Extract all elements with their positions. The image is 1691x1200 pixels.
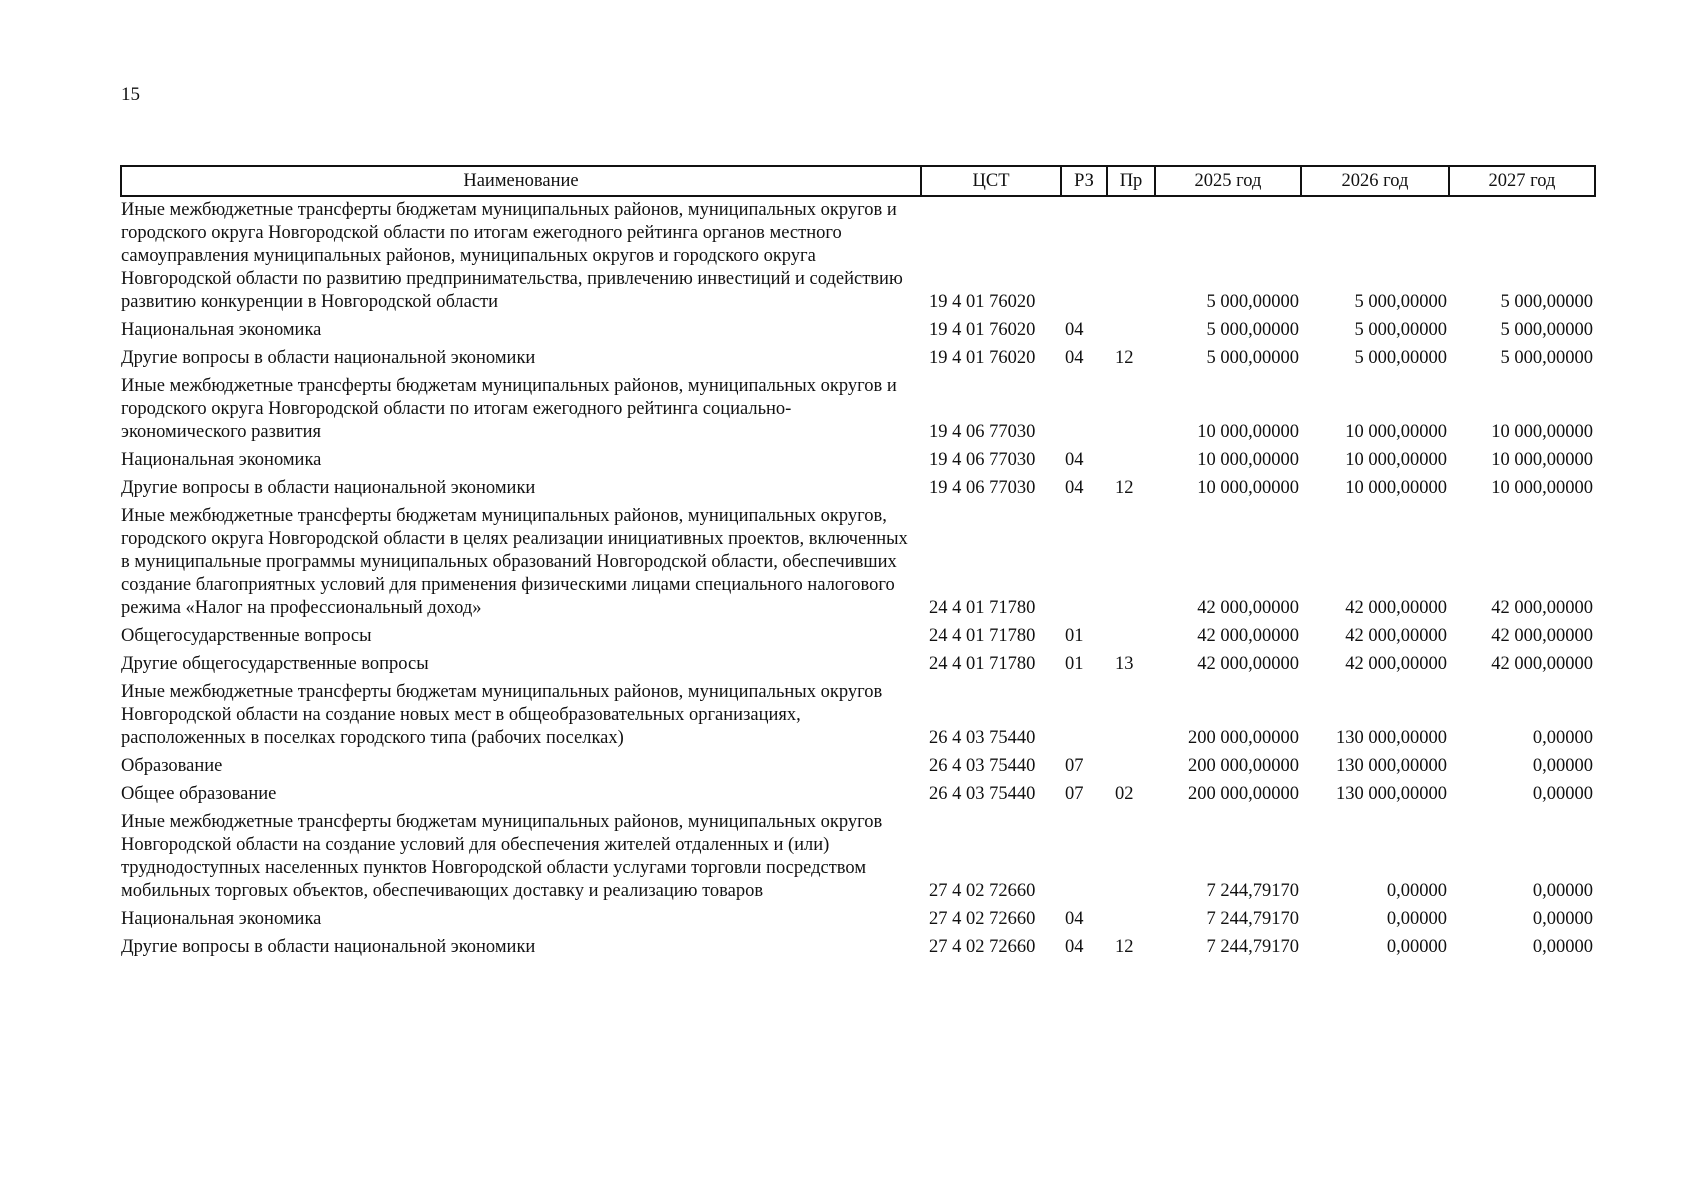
row-value-2027: 5 000,00000 (1500, 292, 1593, 312)
row-value-2026: 130 000,00000 (1336, 728, 1447, 748)
row-value-2026: 130 000,00000 (1336, 784, 1447, 804)
row-value-2026: 42 000,00000 (1345, 626, 1447, 646)
row-value-2027: 0,00000 (1532, 909, 1593, 929)
row-rz: 04 (1065, 320, 1084, 340)
row-pr (1107, 679, 1155, 753)
row-value-2026: 5 000,00000 (1354, 292, 1447, 312)
row-value-2026: 42 000,00000 (1345, 654, 1447, 674)
row-value-2027: 0,00000 (1532, 881, 1593, 901)
budget-table (120, 165, 1596, 962)
table-row (121, 906, 1595, 934)
row-value-2026: 5 000,00000 (1354, 320, 1447, 340)
row-rz (1061, 196, 1107, 317)
header-pr: Пр (1107, 166, 1155, 196)
row-name: Иные межбюджетные трансферты бюджетам муниципальных районов, муниципальных округов Новгородской области на создание новых мест в общеобразовательных организациях, расположенных в поселках городского типа (рабочих поселках) (121, 682, 883, 748)
row-value-2026: 42 000,00000 (1345, 598, 1447, 618)
row-value-2025: 7 244,79170 (1206, 909, 1299, 929)
row-name: Общее образование (121, 784, 277, 804)
row-value-2025: 10 000,00000 (1197, 478, 1299, 498)
row-pr: 12 (1115, 937, 1134, 957)
row-cst: 24 4 01 71780 (929, 598, 1036, 618)
row-name: Другие общегосударственные вопросы (121, 654, 429, 674)
table-row (121, 196, 1595, 317)
table-row (121, 753, 1595, 781)
row-pr (1107, 503, 1155, 623)
table-row (121, 651, 1595, 679)
row-value-2027: 42 000,00000 (1491, 598, 1593, 618)
header-cst: ЦСТ (921, 166, 1061, 196)
header-year-2026: 2026 год (1301, 166, 1449, 196)
table-row (121, 623, 1595, 651)
row-value-2027: 42 000,00000 (1491, 654, 1593, 674)
row-value-2027: 5 000,00000 (1500, 348, 1593, 368)
row-cst: 19 4 06 77030 (929, 478, 1036, 498)
row-pr (1107, 809, 1155, 906)
row-value-2027: 5 000,00000 (1500, 320, 1593, 340)
row-value-2025: 200 000,00000 (1188, 756, 1299, 776)
row-cst: 19 4 01 76020 (929, 320, 1036, 340)
row-rz: 04 (1065, 909, 1084, 929)
row-value-2027: 0,00000 (1532, 784, 1593, 804)
row-rz (1061, 373, 1107, 447)
row-cst: 26 4 03 75440 (929, 756, 1036, 776)
row-value-2025: 42 000,00000 (1197, 654, 1299, 674)
row-pr (1107, 196, 1155, 317)
row-cst: 27 4 02 72660 (929, 881, 1036, 901)
row-value-2025: 5 000,00000 (1206, 320, 1299, 340)
row-value-2026: 130 000,00000 (1336, 756, 1447, 776)
table-row (121, 809, 1595, 906)
row-rz (1061, 503, 1107, 623)
row-name: Общегосударственные вопросы (121, 626, 372, 646)
table-header-row (121, 166, 1595, 196)
row-value-2027: 0,00000 (1532, 756, 1593, 776)
row-cst: 26 4 03 75440 (929, 784, 1036, 804)
row-value-2025: 7 244,79170 (1206, 937, 1299, 957)
row-value-2027: 10 000,00000 (1491, 478, 1593, 498)
row-pr: 12 (1115, 478, 1134, 498)
row-rz: 01 (1065, 626, 1084, 646)
row-name: Иные межбюджетные трансферты бюджетам муниципальных районов, муниципальных округов Новгородской области на создание условий для обеспечения жителей отдаленных и (или) труднодоступных населенных пунктов Новгородской области услугами торговли посредством мобильных торговых объектов, обеспечивающих доставку и реализацию товаров (121, 812, 883, 901)
row-pr: 13 (1115, 654, 1134, 674)
table-row (121, 781, 1595, 809)
row-name: Другие вопросы в области национальной экономики (121, 937, 536, 957)
row-pr (1107, 373, 1155, 447)
row-rz (1061, 809, 1107, 906)
row-pr (1107, 623, 1155, 651)
row-value-2026: 0,00000 (1386, 937, 1447, 957)
row-value-2025: 10 000,00000 (1197, 422, 1299, 442)
budget-table-container (120, 165, 1594, 962)
row-value-2026: 5 000,00000 (1354, 348, 1447, 368)
row-value-2026: 0,00000 (1386, 909, 1447, 929)
row-name: Другие вопросы в области национальной экономики (121, 348, 536, 368)
table-row (121, 679, 1595, 753)
row-value-2025: 42 000,00000 (1197, 626, 1299, 646)
row-cst: 19 4 01 76020 (929, 292, 1036, 312)
page-number: 15 (121, 84, 140, 105)
row-value-2025: 5 000,00000 (1206, 292, 1299, 312)
row-cst: 26 4 03 75440 (929, 728, 1036, 748)
row-rz: 07 (1065, 784, 1084, 804)
row-name: Национальная экономика (121, 450, 322, 470)
row-cst: 27 4 02 72660 (929, 937, 1036, 957)
row-value-2025: 200 000,00000 (1188, 784, 1299, 804)
row-cst: 24 4 01 71780 (929, 626, 1036, 646)
row-rz: 04 (1065, 348, 1084, 368)
row-rz (1061, 679, 1107, 753)
row-rz: 04 (1065, 478, 1084, 498)
row-value-2026: 10 000,00000 (1345, 422, 1447, 442)
row-pr (1107, 906, 1155, 934)
table-row (121, 503, 1595, 623)
row-rz: 01 (1065, 654, 1084, 674)
row-cst: 19 4 01 76020 (929, 348, 1036, 368)
row-name: Иные межбюджетные трансферты бюджетам муниципальных районов, муниципальных округов и городского округа Новгородской области по итогам ежегодного рейтинга социально-экономического развития (121, 376, 897, 442)
row-cst: 27 4 02 72660 (929, 909, 1036, 929)
header-year-2027: 2027 год (1449, 166, 1595, 196)
row-cst: 19 4 06 77030 (929, 450, 1036, 470)
row-value-2025: 5 000,00000 (1206, 348, 1299, 368)
row-pr (1107, 447, 1155, 475)
row-cst: 19 4 06 77030 (929, 422, 1036, 442)
row-pr (1107, 317, 1155, 345)
row-value-2025: 7 244,79170 (1206, 881, 1299, 901)
row-rz: 04 (1065, 937, 1084, 957)
row-pr: 02 (1115, 784, 1134, 804)
row-name: Другие вопросы в области национальной экономики (121, 478, 536, 498)
table-row (121, 317, 1595, 345)
row-value-2027: 10 000,00000 (1491, 450, 1593, 470)
row-pr: 12 (1115, 348, 1134, 368)
row-name: Национальная экономика (121, 320, 322, 340)
row-rz: 07 (1065, 756, 1084, 776)
row-name: Образование (121, 756, 223, 776)
row-value-2025: 42 000,00000 (1197, 598, 1299, 618)
row-value-2025: 10 000,00000 (1197, 450, 1299, 470)
table-row (121, 934, 1595, 962)
row-value-2025: 200 000,00000 (1188, 728, 1299, 748)
row-name: Национальная экономика (121, 909, 322, 929)
table-row (121, 447, 1595, 475)
row-pr (1107, 753, 1155, 781)
row-value-2027: 0,00000 (1532, 937, 1593, 957)
header-year-2025: 2025 год (1155, 166, 1301, 196)
row-rz: 04 (1065, 450, 1084, 470)
row-value-2027: 42 000,00000 (1491, 626, 1593, 646)
table-row (121, 373, 1595, 447)
row-value-2026: 10 000,00000 (1345, 450, 1447, 470)
row-value-2026: 0,00000 (1386, 881, 1447, 901)
header-rz: РЗ (1061, 166, 1107, 196)
header-name: Наименование (121, 166, 921, 196)
table-row (121, 345, 1595, 373)
row-name: Иные межбюджетные трансферты бюджетам муниципальных районов, муниципальных округов и городского округа Новгородской области по итогам ежегодного рейтинга органов местного самоуправления муниципальных районов, муниципальных округов и городского округа Новгородской области по развитию предпринимательства, привлечению инвестиций и содействию развитию конкуренции в Новгородской области (121, 200, 903, 312)
table-row (121, 475, 1595, 503)
row-cst: 24 4 01 71780 (929, 654, 1036, 674)
row-value-2027: 0,00000 (1532, 728, 1593, 748)
row-value-2026: 10 000,00000 (1345, 478, 1447, 498)
row-value-2027: 10 000,00000 (1491, 422, 1593, 442)
row-name: Иные межбюджетные трансферты бюджетам муниципальных районов, муниципальных округов, городского округа Новгородской области в целях реализации инициативных проектов, включенных в муниципальные программы муниципальных образований Новгородской области, обеспечивших создание благоприятных условий для применения физическими лицами специального налогового режима «Налог на профессиональный доход» (121, 506, 908, 618)
